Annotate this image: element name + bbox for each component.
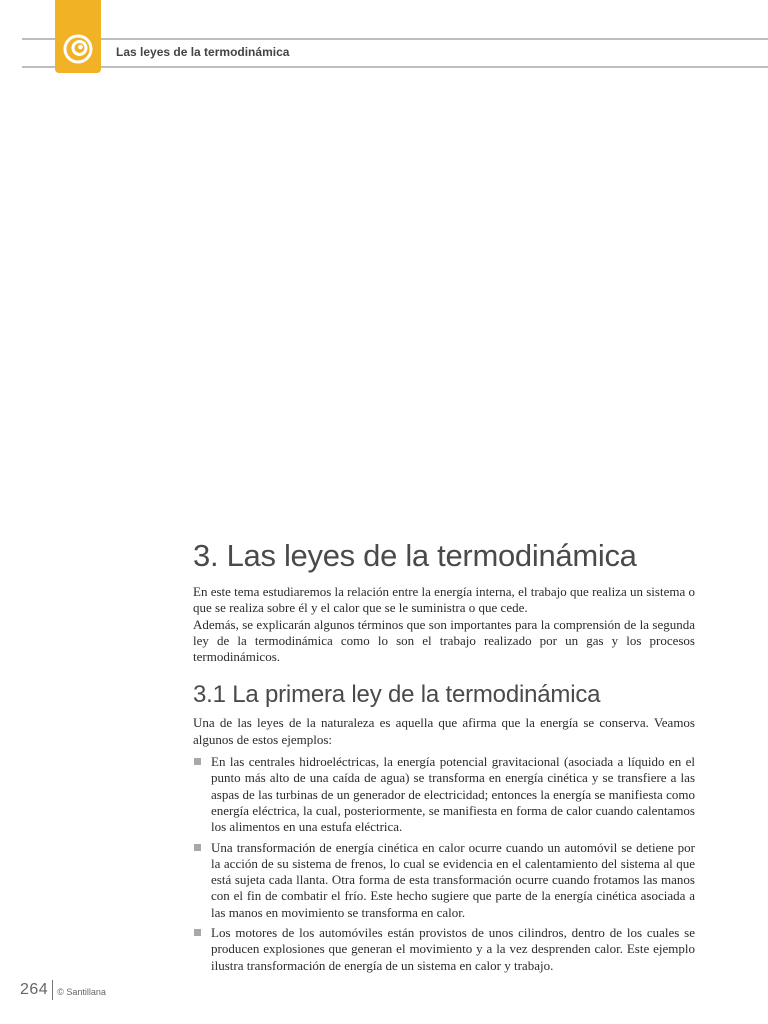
chapter-tab: [55, 0, 101, 73]
example-list: [193, 754, 695, 974]
page-number: 264: [20, 981, 49, 998]
list-item-text: En las centrales hidroeléctricas, la energía potencial gravitacional (asociada a líquido en el punto más alto de una caída de agua) se transforma en energía cinética y se transfiere a las aspas de las turbinas de un generador de electricidad; entonces la energía se manifiesta como energía eléctrica, la cual, posteriormente, se manifiesta en forma de calor cuando calentamos los alimentos en una estufa eléctrica.: [211, 754, 695, 835]
list-item-text: Los motores de los automóviles están provistos de unos cilindros, dentro de los cuales se producen explosiones que generan el movimiento y a la vez desprenden calor. Este ejemplo ilustra transformación de energía de un sistema en calor y trabajo.: [211, 925, 695, 973]
section-paragraph: En este tema estudiaremos la relación entre la energía interna, el trabajo que realiza un sistema o que se realiza sobre él y el calor que se le suministra o que cede.: [193, 584, 695, 616]
list-item-text: Una transformación de energía cinética en calor ocurre cuando un automóvil se detiene por la acción de su sistema de frenos, lo cual se evidencia en el calentamiento del sistema al que está sujeta cada llanta. Otra forma de esta transformación ocurre cuando frotamos las manos con el fin de combatir el frío. Este hecho sugiere que parte de la energía cinética asociada a las manos en movimiento se transforma en calor.: [211, 839, 695, 920]
swirl-logo-icon: [62, 33, 94, 65]
square-bullet-icon: [194, 929, 201, 936]
subsection-title: 3.1 La primera ley de la termodinámica: [193, 681, 601, 709]
list-item: [193, 840, 695, 921]
page-footer: [20, 980, 106, 1000]
list-item: [193, 754, 695, 835]
header-rule-bottom: [22, 66, 768, 68]
running-head: Las leyes de la termodinámica: [116, 45, 290, 59]
header-rule-top: [22, 38, 768, 40]
main-content: [193, 534, 695, 978]
footer-divider: [52, 980, 53, 1000]
list-item: [193, 925, 695, 974]
square-bullet-icon: [194, 758, 201, 765]
subsection-intro: Una de las leyes de la naturaleza es aquella que afirma que la energía se conserva. Veamos algunos de estos ejemplos:: [193, 715, 695, 747]
section-paragraph: Además, se explicarán algunos términos que son importantes para la comprensión de la segunda ley de la termodinámica como lo son el trabajo realizado por un gas y los procesos termodinámicos.: [193, 616, 695, 665]
square-bullet-icon: [194, 844, 201, 851]
publisher-credit: © Santillana: [57, 987, 106, 997]
section-title: 3. Las leyes de la termodinámica: [193, 538, 637, 573]
